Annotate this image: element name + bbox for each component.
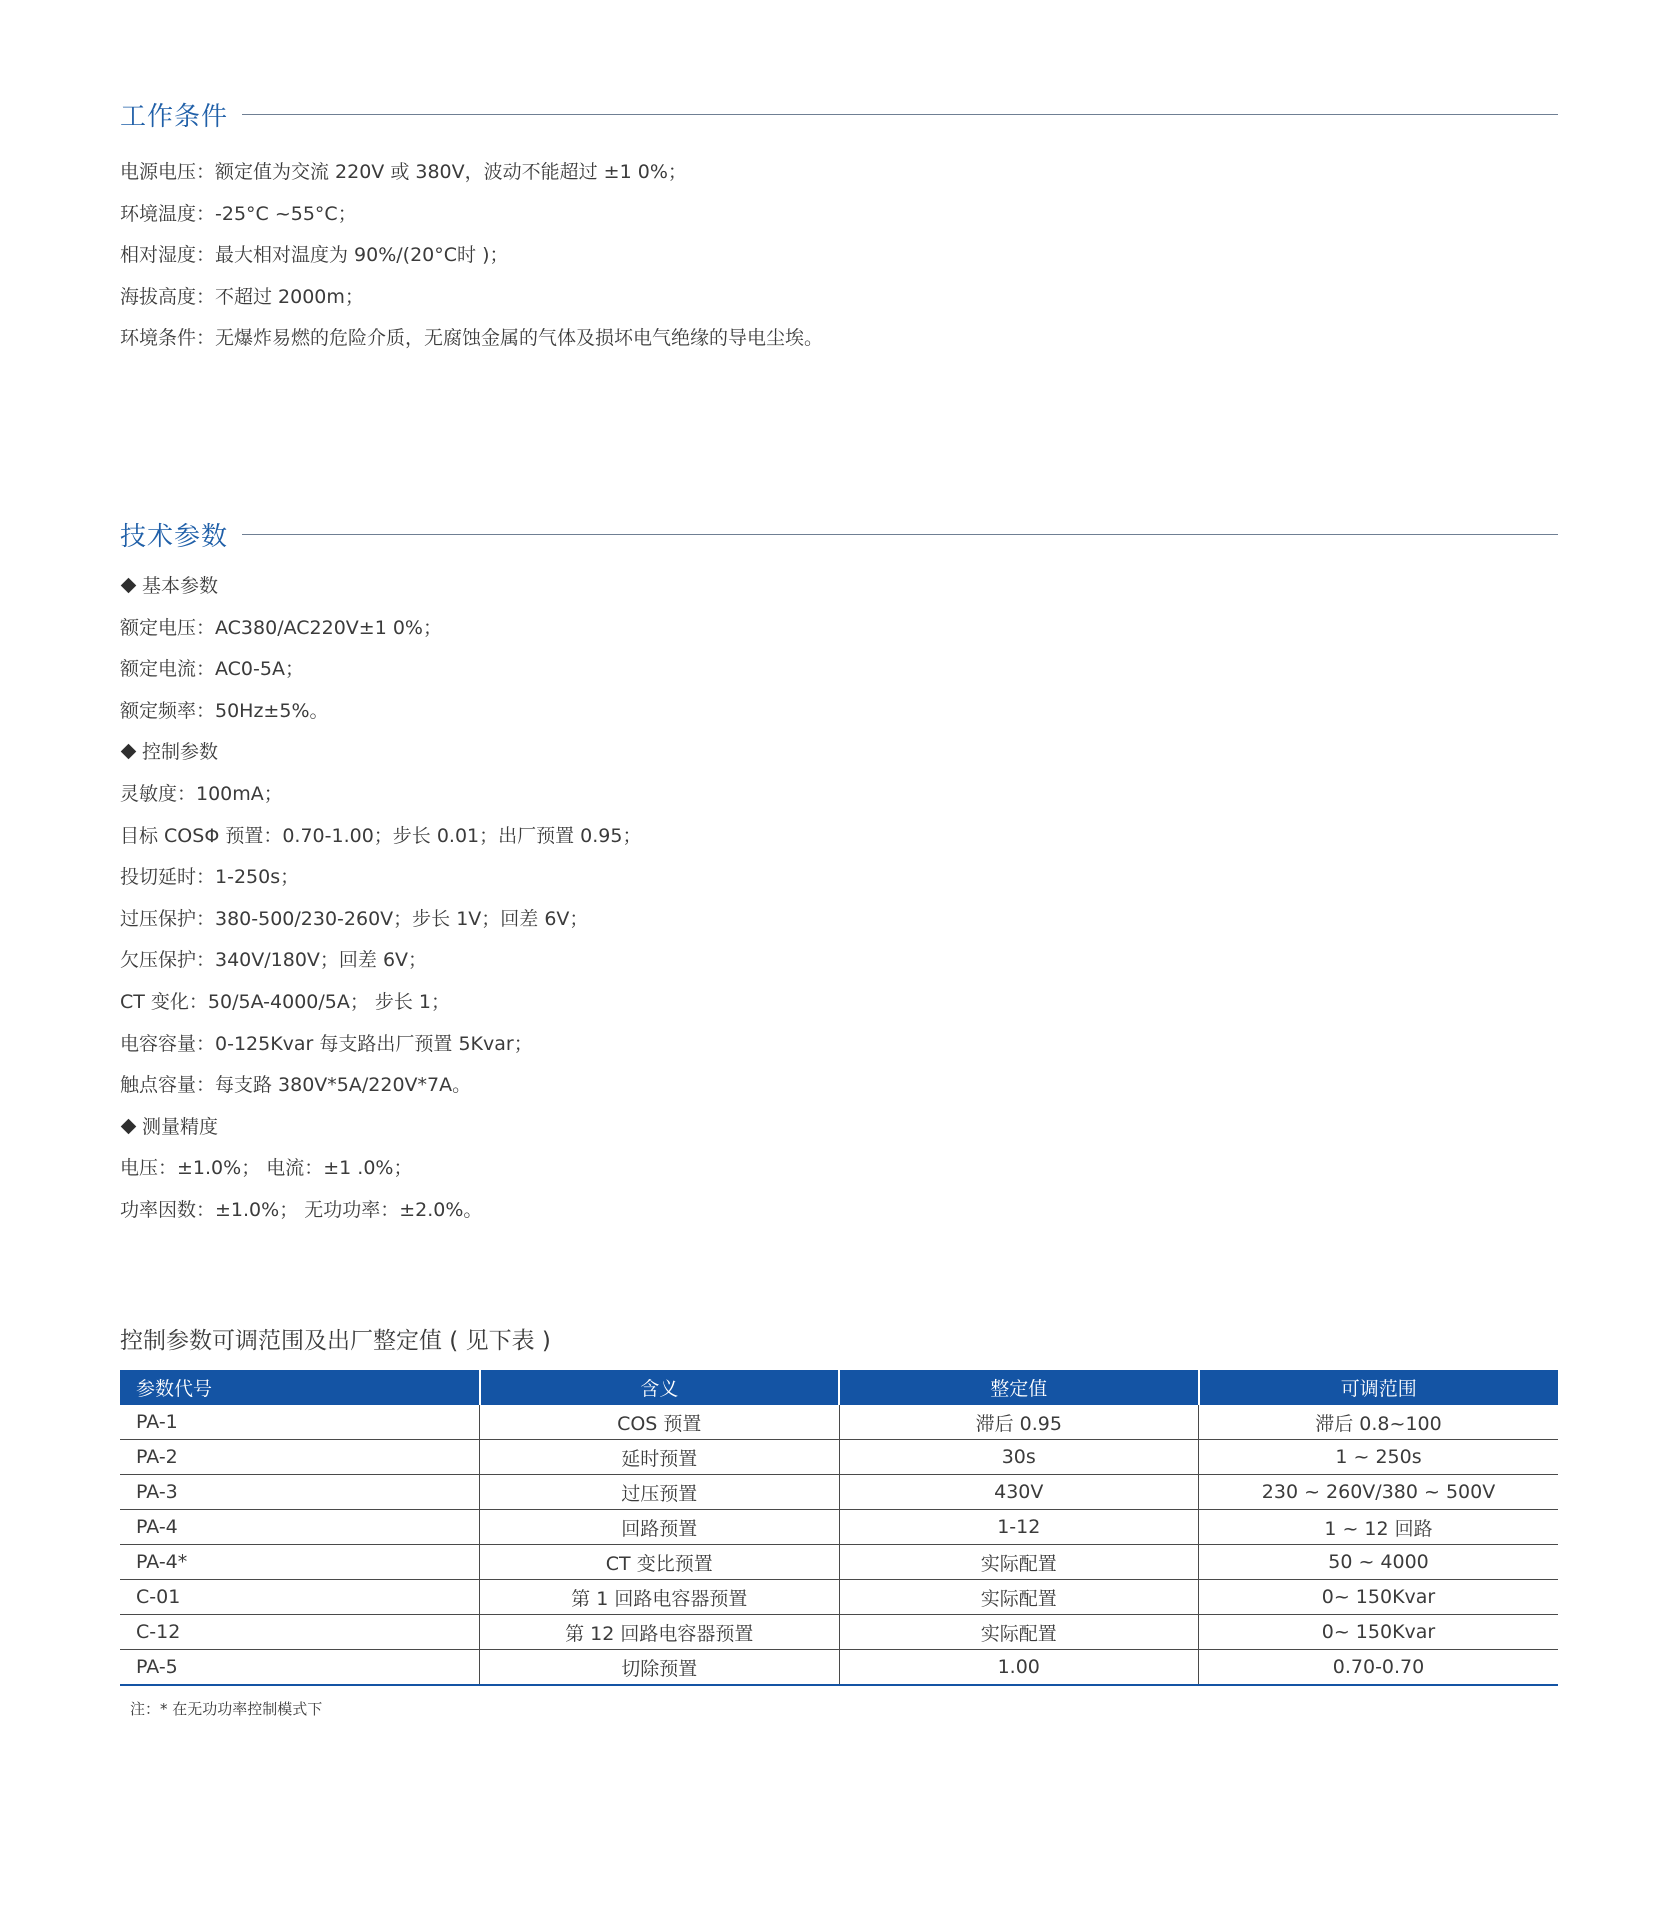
param-line: 欠压保护：340V/180V；回差 6V； <box>120 949 428 972</box>
condition-line: 电源电压：额定值为交流 220V 或 380V，波动不能超过 ±1 0%； <box>120 161 687 183</box>
table-cell: CT 变比预置 <box>480 1545 840 1580</box>
section-divider <box>242 534 1558 535</box>
table-cell: 430V <box>839 1475 1199 1510</box>
column-header-setting: 整定值 <box>839 1370 1199 1405</box>
table-cell: 实际配置 <box>839 1580 1199 1615</box>
condition-line: 环境条件：无爆炸易燃的危险介质，无腐蚀金属的气体及损坏电气绝缘的导电尘埃。 <box>120 327 824 350</box>
table-cell: C-01 <box>120 1580 480 1615</box>
table-row <box>120 1440 1558 1475</box>
param-line: 电压：±1.0%； 电流：±1 .0%； <box>120 1157 413 1180</box>
param-line: 额定电流：AC0-5A； <box>120 658 304 681</box>
table-cell: 实际配置 <box>839 1545 1199 1580</box>
table-row <box>120 1545 1558 1580</box>
table-row <box>120 1580 1558 1615</box>
table-row <box>120 1510 1558 1545</box>
conditions-list <box>120 152 1558 360</box>
table-cell: 切除预置 <box>480 1650 840 1686</box>
section-header <box>120 94 1558 134</box>
table-cell: 实际配置 <box>839 1615 1199 1650</box>
section-divider <box>242 114 1558 115</box>
table-cell: C-12 <box>120 1615 480 1650</box>
table-header-row <box>120 1370 1558 1405</box>
subheading-accuracy <box>120 1107 1558 1149</box>
working-conditions-section <box>120 94 1558 360</box>
param-line: 目标 COSΦ 预置：0.70-1.00；步长 0.01；出厂预置 0.95； <box>120 824 642 847</box>
section-title: 工作条件 <box>120 101 229 132</box>
table-cell: 第 12 回路电容器预置 <box>480 1615 840 1650</box>
table-cell: 第 1 回路电容器预置 <box>480 1580 840 1615</box>
column-header-code: 参数代号 <box>120 1370 480 1405</box>
table-row <box>120 1475 1558 1510</box>
param-line: 过压保护：380-500/230-260V；步长 1V；回差 6V； <box>120 907 589 930</box>
subheading-label: 控制参数 <box>142 741 219 764</box>
diamond-bullet-icon <box>121 1118 137 1134</box>
table-cell: 过压预置 <box>480 1475 840 1510</box>
table-row <box>120 1615 1558 1650</box>
table-cell: 50 ~ 4000 <box>1199 1545 1559 1580</box>
param-line: 灵敏度：100mA； <box>120 782 283 805</box>
param-line: CT 变化：50/5A-4000/5A； 步长 1； <box>120 990 451 1013</box>
param-line: 额定电压：AC380/AC220V±1 0%； <box>120 616 442 639</box>
table-footnote: 注：* 在无功功率控制模式下 <box>130 1700 323 1718</box>
table-cell: 30s <box>839 1440 1199 1475</box>
subheading-basic <box>120 566 1558 608</box>
table-cell: PA-4 <box>120 1510 480 1545</box>
param-line: 功率因数：±1.0%； 无功功率：±2.0%。 <box>120 1198 483 1221</box>
table-cell: 1 ~ 12 回路 <box>1199 1510 1559 1545</box>
table-cell: PA-4* <box>120 1545 480 1580</box>
params-table <box>120 1370 1558 1686</box>
table-row <box>120 1650 1558 1686</box>
diamond-bullet-icon <box>121 744 137 760</box>
column-header-meaning: 含义 <box>480 1370 840 1405</box>
column-header-range: 可调范围 <box>1199 1370 1559 1405</box>
param-line: 电容容量：0-125Kvar 每支路出厂预置 5Kvar； <box>120 1032 533 1055</box>
table-caption: 控制参数可调范围及出厂整定值 ( 见下表 ) <box>120 1328 551 1354</box>
param-line: 额定频率：50Hz±5%。 <box>120 699 329 722</box>
condition-line: 相对湿度：最大相对温度为 90%/(20°C时 )； <box>120 244 509 267</box>
subheading-label: 测量精度 <box>142 1115 219 1138</box>
table-cell: 滞后 0.95 <box>839 1405 1199 1440</box>
param-line: 触点容量：每支路 380V*5A/220V*7A。 <box>120 1074 472 1097</box>
table-cell: 230 ~ 260V/380 ~ 500V <box>1199 1475 1559 1510</box>
table-cell: PA-5 <box>120 1650 480 1686</box>
table-cell: 0~ 150Kvar <box>1199 1615 1559 1650</box>
table-cell: 1 ~ 250s <box>1199 1440 1559 1475</box>
table-cell: PA-1 <box>120 1405 480 1440</box>
table-cell: 回路预置 <box>480 1510 840 1545</box>
table-cell: 1.00 <box>839 1650 1199 1686</box>
condition-line: 海拔高度：不超过 2000m； <box>120 285 364 308</box>
table-cell: 0.70-0.70 <box>1199 1650 1559 1686</box>
subheading-control <box>120 732 1558 774</box>
condition-line: 环境温度：-25°C ~55°C； <box>120 202 357 225</box>
table-cell: PA-2 <box>120 1440 480 1475</box>
table-cell: 滞后 0.8~100 <box>1199 1405 1559 1440</box>
section-title: 技术参数 <box>120 521 229 552</box>
table-cell: COS 预置 <box>480 1405 840 1440</box>
table-cell: PA-3 <box>120 1475 480 1510</box>
technical-params-section <box>120 514 1558 1232</box>
table-cell: 延时预置 <box>480 1440 840 1475</box>
params-list <box>120 566 1558 1232</box>
table-cell: 0~ 150Kvar <box>1199 1580 1559 1615</box>
table-cell: 1-12 <box>839 1510 1199 1545</box>
diamond-bullet-icon <box>121 578 137 594</box>
param-line: 投切延时：1-250s； <box>120 866 300 889</box>
subheading-label: 基本参数 <box>142 575 219 597</box>
table-row <box>120 1405 1558 1440</box>
section-header <box>120 514 1558 554</box>
